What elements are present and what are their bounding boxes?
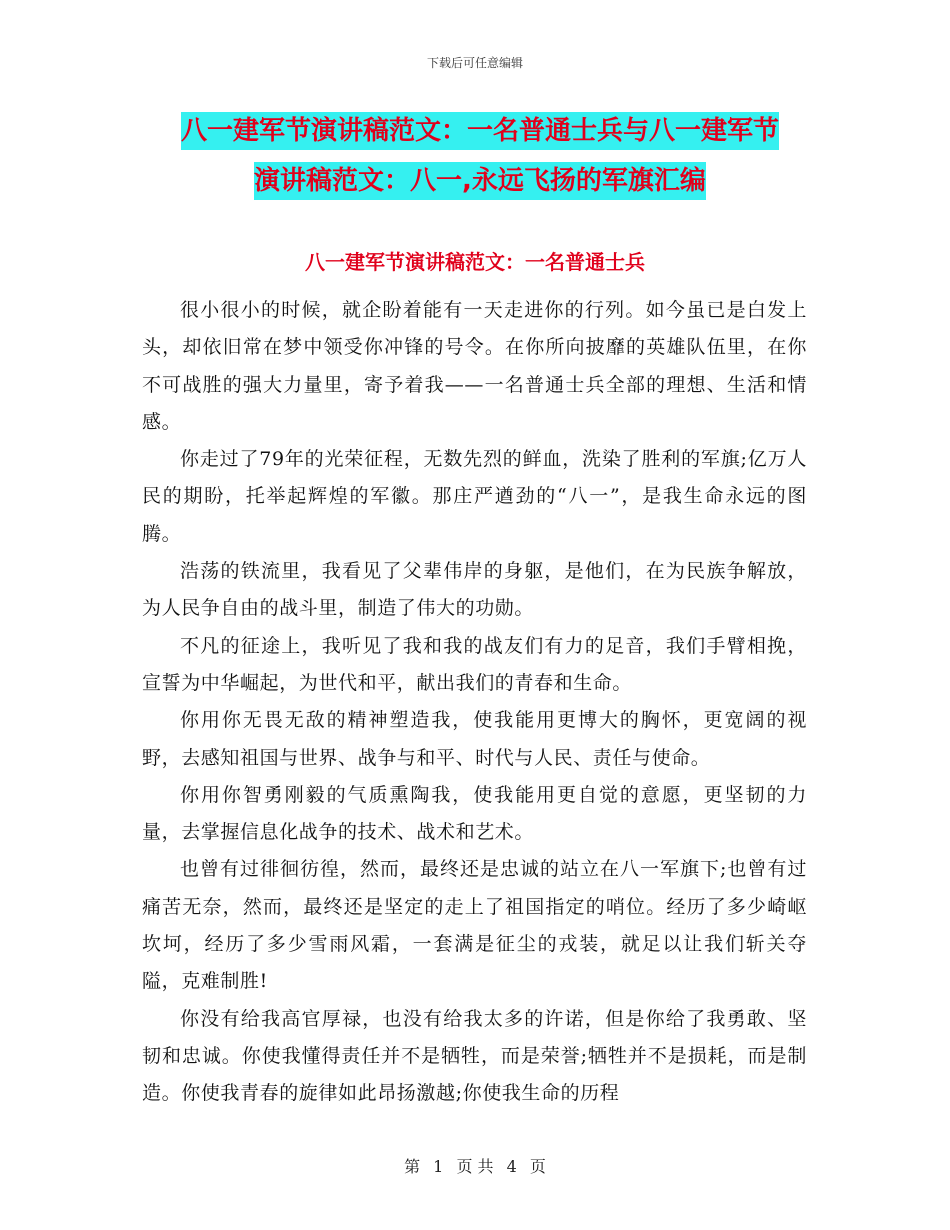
paragraph: 你走过了79年的光荣征程，无数先烈的鲜血，洗染了胜利的军旗;亿万人民的期盼，托举起辉煌的军徽。那庄严遒劲的“八一”，是我生命永远的图腾。 [142,448,807,545]
document-title-line-1: 八一建军节演讲稿范文：一名普通士兵与八一建军节 [181,112,779,150]
document-title-line-2: 演讲稿范文：八一,永远飞扬的军旗汇编 [254,162,706,200]
page-footer [0,1154,950,1177]
paragraph: 很小很小的时候，就企盼着能有一天走进你的行列。如今虽已是白发上头，却依旧常在梦中领受你冲锋的号令。在你所向披靡的英雄队伍里，在你不可战胜的强大力量里，寄予着我——一名普通士兵全部的理想、生活和情感。 [142,299,807,433]
section-title: 八一建军节演讲稿范文：一名普通士兵 [305,250,645,274]
current-page-number: 1 [433,1157,444,1176]
paragraph: 浩荡的铁流里，我看见了父辈伟岸的身躯，是他们，在为民族争解放，为人民争自由的战斗里，制造了伟大的功勋。 [142,560,807,620]
paragraph: 你用你无畏无敌的精神塑造我，使我能用更博大的胸怀，更宽阔的视野，去感知祖国与世界、战争与和平、时代与人民、责任与使命。 [142,709,807,769]
document-title [120,106,840,206]
total-pages-number: 4 [506,1157,517,1176]
document-body [142,292,807,1113]
page-label-mid: 页 共 [456,1157,494,1176]
header-note: 下载后可任意编辑 [426,56,523,70]
paragraph: 你没有给我高官厚禄，也没有给我太多的许诺，但是你给了我勇敢、坚韧和忠诚。你使我懂得责任并不是牺牲，而是荣誉;牺牲并不是损耗，而是制造。你使我青春的旋律如此昂扬激越;你使我生命的历程 [142,1007,807,1105]
paragraph: 不凡的征途上，我听见了我和我的战友们有力的足音，我们手臂相挽，宣誓为中华崛起，为世代和平，献出我们的青春和生命。 [142,634,807,694]
page-label-suffix: 页 [529,1157,546,1176]
paragraph: 你用你智勇刚毅的气质熏陶我，使我能用更自觉的意愿，更坚韧的力量，去掌握信息化战争的技术、战术和艺术。 [142,783,807,844]
page-label-prefix: 第 [404,1157,421,1176]
paragraph: 也曾有过徘徊彷徨，然而，最终还是忠诚的站立在八一军旗下;也曾有过痛苦无奈，然而，最终还是坚定的走上了祖国指定的哨位。经历了多少崎岖坎坷，经历了多少雪雨风霜，一套满是征尘的戎装，就足以让我们斩关夺隘，克难制胜! [142,858,807,993]
